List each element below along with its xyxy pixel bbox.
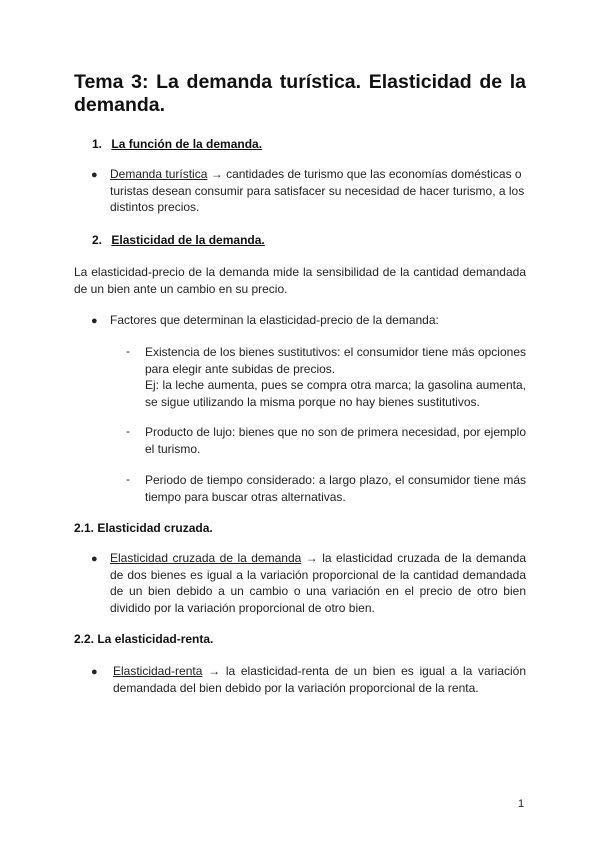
bullet-icon: ● bbox=[91, 666, 98, 678]
page-number: 1 bbox=[518, 798, 525, 810]
section-2-1-heading: 2.1. Elasticidad cruzada. bbox=[74, 521, 213, 535]
section-1-heading bbox=[92, 137, 262, 151]
factor-substitutes bbox=[145, 344, 526, 410]
term-cross-elasticity: Elasticidad cruzada de la demanda bbox=[110, 551, 302, 565]
term-demanda-turistica: Demanda turística bbox=[110, 167, 208, 181]
section-2-2-heading: 2.2. La elasticidad-renta. bbox=[74, 632, 214, 646]
section-2-heading bbox=[92, 233, 265, 247]
section-2-title: Elasticidad de la demanda. bbox=[111, 233, 265, 247]
arrow-icon: → bbox=[208, 664, 221, 678]
definition-text: la elasticidad cruzada de la demanda de dos bienes es igual a la variación proporcional de la cantidad demandada de un bien debido a un cambio o una variación en el precio de otro bien dividido por la variación proporcional de otro bien. bbox=[110, 551, 526, 615]
factor-luxury: Producto de lujo: bienes que no son de primera necesidad, por ejemplo el turismo. bbox=[145, 425, 526, 456]
dash-icon: - bbox=[126, 424, 130, 438]
dash-icon: - bbox=[126, 472, 130, 486]
factor-time-period: Periodo de tiempo considerado: a largo plazo, el consumidor tiene más tiempo para buscar otras alternativas. bbox=[145, 473, 526, 504]
bullet-income-elasticity bbox=[113, 663, 526, 696]
definition-text: la elasticidad-renta de un bien es igual a la variación demandada del bien debido por la variación proporcional de la renta. bbox=[113, 664, 527, 695]
factor-text: Existencia de los bienes sustitutivos: el consumidor tiene más opciones para elegir ante subidas de precios. bbox=[145, 345, 526, 376]
factor-example: Ej: la leche aumenta, pues se compra otra marca; la gasolina aumenta, se sigue utilizando la misma porque no hay bienes sustitutivos. bbox=[145, 378, 526, 409]
arrow-icon: → bbox=[210, 167, 223, 181]
arrow-icon: → bbox=[305, 551, 318, 565]
page-title: Tema 3: La demanda turística. Elasticidad de la demanda. bbox=[74, 71, 526, 116]
elasticity-intro-paragraph: La elasticidad-precio de la demanda mide la sensibilidad de la cantidad demandada de un bien ante un cambio en su precio. bbox=[74, 265, 526, 296]
bullet-icon: ● bbox=[91, 553, 98, 565]
definition-text: cantidades de turismo que las economías domésticas o turistas desean consumir para satisfacer su necesidad de hacer turismo, a los distintos precios. bbox=[110, 167, 525, 214]
bullet-demanda-turistica bbox=[110, 166, 526, 216]
bullet-factors: Factores que determinan la elasticidad-precio de la demanda: bbox=[110, 313, 439, 327]
dash-icon: - bbox=[126, 344, 130, 358]
bullet-icon: ● bbox=[91, 169, 98, 181]
bullet-icon: ● bbox=[91, 315, 98, 327]
section-1-title: La función de la demanda. bbox=[111, 137, 263, 151]
bullet-cross-elasticity bbox=[110, 550, 526, 616]
term-income-elasticity: Elasticidad-renta bbox=[113, 664, 203, 678]
section-1-number: 1. bbox=[92, 137, 103, 151]
section-2-number: 2. bbox=[92, 233, 103, 247]
